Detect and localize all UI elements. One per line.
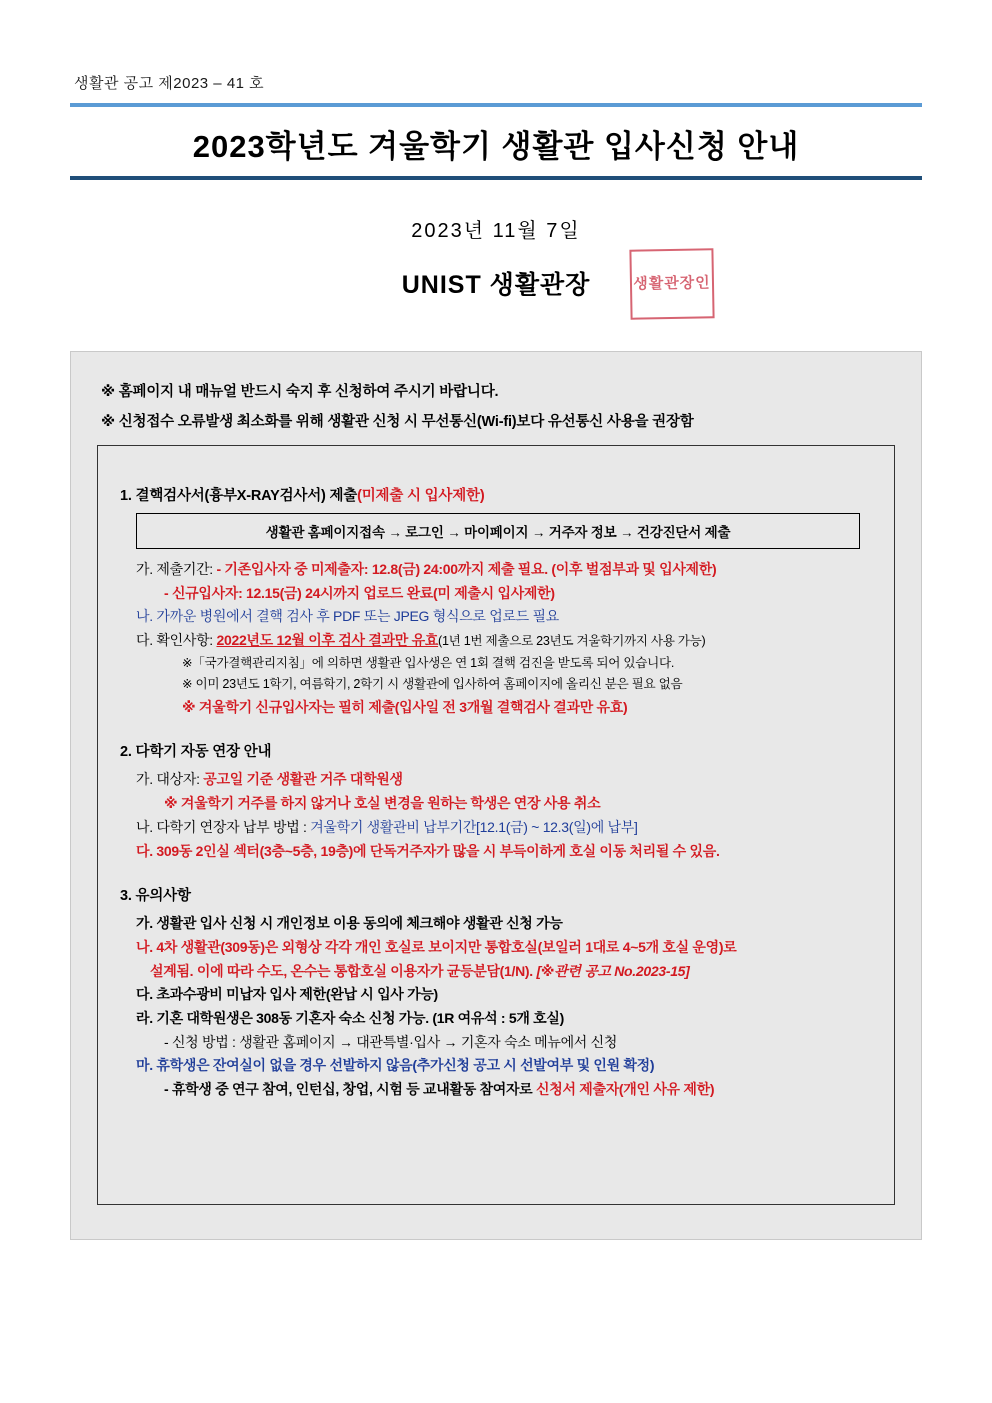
section-multiterm-extension bbox=[120, 740, 872, 862]
page-title: 2023학년도 겨울학기 생활관 입사신청 안내 bbox=[192, 129, 800, 164]
section1-item-a-dash2-value: 12.15(금) 24시까지 업로드 완료 bbox=[246, 584, 434, 601]
section2-item-a-note: ※ 겨울학기 거주를 하지 않거나 호실 변경을 원하는 학생은 연장 사용 취소 bbox=[164, 795, 601, 812]
document-number: 생활관 공고 제2023 – 41 호 bbox=[74, 75, 265, 92]
section3-item-e-sub bbox=[120, 1079, 872, 1101]
section1-item-a-dash2-tail: (미 제출시 입사제한) bbox=[433, 584, 555, 601]
section1-item-a-dash1-label: - 기존입사자 중 미제출자: bbox=[216, 561, 369, 577]
section3-item-a: 가. 생활관 입사 신청 시 개인정보 이용 동의에 체크해야 생활관 신청 가능 bbox=[136, 915, 563, 932]
main-content-box bbox=[97, 445, 895, 1205]
section1-item-a-label: 가. 제출기간: bbox=[136, 561, 213, 577]
section2-item-b-label: 나. 다학기 연장자 납부 방법 : bbox=[136, 818, 307, 835]
section1-item-a-dash2-label: - 신규입사자: bbox=[164, 584, 243, 601]
section-tuberculosis-test bbox=[120, 484, 872, 718]
section2-item-b bbox=[120, 817, 872, 839]
section1-item-c-label: 다. 확인사항: bbox=[136, 632, 213, 649]
section3-item-b-reference: [※관련 공고 No.2023-15] bbox=[536, 962, 690, 979]
section1-item-c-tail: (1년 1번 제출으로 23년도 겨울학기까지 사용 가능) bbox=[438, 634, 706, 649]
section2-item-a-label: 가. 대상자: bbox=[136, 771, 200, 788]
section1-item-a-dash1-value: 12.8(금) 24:00까지 제출 필요. (이후 벌점부과 및 입사제한) bbox=[371, 561, 717, 577]
section2-item-a bbox=[120, 769, 872, 791]
section3-heading: 3. 유의사항 bbox=[120, 888, 191, 905]
section3-item-e-sub-red: 신청서 제출자(개인 사유 제한) bbox=[536, 1081, 715, 1098]
section2-heading: 2. 다학기 자동 연장 안내 bbox=[120, 744, 272, 761]
section1-heading-main: 1. 결핵검사서(흉부X-RAY검사서) 제출 bbox=[120, 488, 358, 504]
section1-subnote-1: ※「국가결핵관리지침」에 의하면 생활관 입사생은 연 1회 결핵 검진을 받도록 되어 있습니다. bbox=[182, 655, 675, 670]
section1-subnote-2: ※ 이미 23년도 1학기, 여름학기, 2학기 시 생활관에 입사하여 홈페이지에 올리신 분은 필요 없음 bbox=[182, 677, 683, 692]
section3-item-e: 마. 휴학생은 잔여실이 없을 경우 선발하지 않음(추가신청 공고 시 선발여부 및 인원 확정) bbox=[136, 1057, 655, 1074]
official-seal-stamp bbox=[629, 248, 714, 319]
section3-item-b-line1: 나. 4차 생활관(309동)은 외형상 각각 개인 호실로 보이지만 통합호실(보일러 1대로 4~5개 호실 운영)로 bbox=[136, 938, 737, 955]
section1-item-c bbox=[120, 630, 872, 652]
spacer-2 bbox=[120, 868, 872, 884]
section1-heading-note: (미제출 시 입사제한) bbox=[357, 488, 485, 504]
notice-line-1: ※ 홈페이지 내 매뉴얼 반드시 숙지 후 신청하여 주시기 바랍니다. bbox=[101, 384, 499, 400]
document-issuer-block bbox=[70, 265, 922, 301]
content-panel bbox=[70, 351, 922, 1240]
section3-item-b-line2 bbox=[120, 961, 872, 983]
section3-item-b-line2-text: 설계됨. 이에 따라 수도, 온수는 통합호실 이용자가 균등분담(1/N). bbox=[150, 962, 533, 979]
section2-item-a-value: 공고일 기준 생활관 거주 대학원생 bbox=[203, 771, 403, 788]
section1-heading bbox=[120, 484, 872, 505]
section1-item-b-text: 가까운 병원에서 결핵 검사 후 PDF 또는 JPEG 형식으로 업로드 필요 bbox=[156, 608, 559, 625]
official-seal-text: 생활관장인 bbox=[633, 274, 711, 293]
section1-item-b bbox=[120, 606, 872, 628]
section-precautions bbox=[120, 884, 872, 1101]
title-bottom-rule bbox=[70, 176, 922, 180]
document-date: 2023년 11월 7일 bbox=[411, 220, 581, 242]
title-block bbox=[70, 109, 922, 176]
section1-item-c-highlight: 2022년도 12월 이후 검사 결과만 유효 bbox=[216, 632, 439, 649]
section2-item-b-value: 겨울학기 생활관비 납부기간[12.1(금) ~ 12.3(일)에 납부] bbox=[310, 818, 638, 835]
document-issuer: UNIST 생활관장 bbox=[401, 271, 591, 299]
section3-item-d: 라. 기혼 대학원생은 308동 기혼자 숙소 신청 가능. (1R 여유석 : 5개 호실) bbox=[136, 1009, 564, 1026]
section3-item-e-sub-black: - 휴학생 중 연구 참여, 인턴십, 창업, 시험 등 교내활동 참여자로 bbox=[164, 1081, 533, 1098]
section1-item-a-dash2 bbox=[120, 583, 872, 605]
section3-item-d-sub: - 신청 방법 : 생활관 홈페이지 → 대관특별·입사 → 기혼자 숙소 메뉴에서 신청 bbox=[164, 1033, 618, 1050]
section3-item-c: 다. 초과수광비 미납자 입사 제한(완납 시 입사 가능) bbox=[136, 986, 438, 1003]
title-top-rule bbox=[70, 103, 922, 107]
section2-item-c: 다. 309동 2인실 섹터(3층~5층, 19층)에 단독거주자가 많을 시 부득이하게 호실 이동 처리될 수 있음. bbox=[136, 842, 720, 859]
section1-item-a bbox=[120, 559, 872, 581]
section1-subnote-3: ※ 겨울학기 신규입사자는 필히 제출(입사일 전 3개월 결핵검사 결과만 유효) bbox=[182, 698, 628, 715]
section1-item-b-label: 나. bbox=[136, 608, 153, 625]
notice-line-2: ※ 신청접수 오류발생 최소화를 위해 생활관 신청 시 무선통신(Wi-fi)보다 유선통신 사용을 권장함 bbox=[101, 414, 694, 430]
submission-flow-box: 생활관 홈페이지접속 → 로그인 → 마이페이지 → 거주자 정보 → 건강진단서 제출 bbox=[136, 513, 860, 549]
spacer-1 bbox=[120, 724, 872, 740]
